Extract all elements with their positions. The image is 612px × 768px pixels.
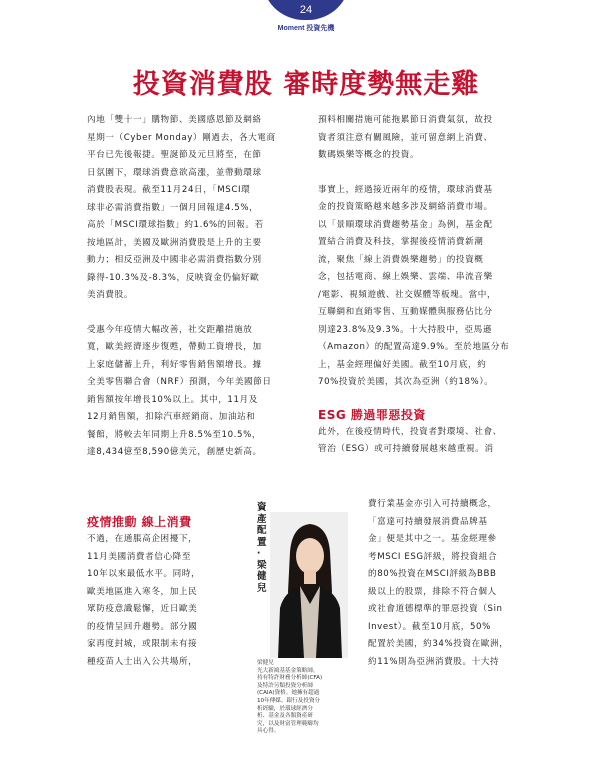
text-line: /電影、視頻遊戲、社交媒體等板塊。當中， xyxy=(318,289,497,300)
text-line: 事實上，經過接近兩年的疫情，環球消費基 xyxy=(318,184,493,195)
text-line: 眾防疫意識鬆懈，近日歐美 xyxy=(87,604,198,614)
text-line: 配置於美國，約34%投資在歐洲， xyxy=(368,639,509,649)
text-line: 析經驗，於環球經濟分 xyxy=(257,705,313,712)
text-line: 此外，在後疫情時代，投資者對環境、社會、 xyxy=(318,426,502,437)
right-column-bottom xyxy=(368,496,530,671)
text-line: 流，聚焦「線上消費娛樂趨勢」的投資概 xyxy=(318,254,484,265)
text-line: 上家庭儲蓄上升，利好零售銷售額增長。據 xyxy=(87,359,262,370)
text-line: 金的投資策略越來越多涉及網絡消費市場。 xyxy=(318,202,493,212)
paragraph-5 xyxy=(318,182,530,392)
text-line: 約11%則為亞洲消費股。十大持 xyxy=(368,656,500,667)
text-line: 消費股表現。截至11月24日，「MSCI環 xyxy=(87,185,251,195)
text-line: 按地區計，美國及歐洲消費股是上升的主要 xyxy=(87,237,262,248)
text-line: 別達23.8%及9.3%。十大持股中，亞馬遜 xyxy=(318,324,493,335)
text-line: 星期一（Cyber Monday）剛過去，各大電商 xyxy=(87,132,276,143)
right-column-top xyxy=(318,112,530,459)
text-line: 美消費股。 xyxy=(87,290,133,300)
text-line: 「富達可持續發展消費品牌基 xyxy=(368,516,488,527)
text-line: 管治（ESG）或可持續發展越來越重視。消 xyxy=(318,444,494,454)
text-line: 具心得。 xyxy=(257,728,280,735)
text-line: 內地「雙十一」購物節、美國感恩節及網絡 xyxy=(87,115,262,125)
text-line: 10年傳媒、銀行及投資分 xyxy=(257,697,321,704)
text-line: 念，包括電商、線上娛樂、雲端、串流音樂 xyxy=(318,272,493,282)
paragraph-3 xyxy=(87,531,247,671)
text-line: 70%投資於美國，其次為亞洲（約18%）。 xyxy=(318,377,494,387)
text-line: 資者須注意有關風險，並可留意網上消費、 xyxy=(318,132,493,143)
author-caption xyxy=(257,660,351,736)
article-headline: 投資消費股 審時度勢無走雞 xyxy=(132,69,480,100)
author-vertical-name: 資產配置 ‧ 梁健兒 xyxy=(257,502,267,594)
text-line: 高於「MSCI環球指數」約1.6%的回報。若 xyxy=(87,220,264,230)
text-line: 10年以來最低水平。同時， xyxy=(87,569,201,579)
text-line: 不過，在通脹高企困擾下， xyxy=(87,534,198,544)
paragraph-2 xyxy=(87,322,303,462)
section-label: Moment 投資先機 xyxy=(277,25,335,32)
text-line: 種疫苗人士出入公共場所， xyxy=(87,656,198,667)
text-line: 日氛圍下，環球消費意欲高漲，並帶動環球 xyxy=(87,167,262,178)
text-line: 達8,434億至8,590億美元，創歷史新高。 xyxy=(87,447,262,457)
text-line: 析、基金及各類資產研 xyxy=(257,713,313,720)
text-line: 受惠今年疫情大幅改善，社交距離措施放 xyxy=(87,324,253,335)
paragraph-1 xyxy=(87,112,303,305)
text-line: 級以上的股票，排除不符合個人 xyxy=(368,586,497,597)
page-number: 24 xyxy=(299,4,313,16)
text-line: （Amazon）的配置高達9.9%。至於地區分布 xyxy=(318,342,510,352)
text-line: 平台已先後報捷。聖誕節及元旦將至，在節 xyxy=(87,150,262,160)
text-line: 光大新鴻基基金策略師， xyxy=(257,667,319,674)
text-line: 梁健兒 xyxy=(257,660,274,666)
text-line: 銷售額按年增長10%以上。其中，11月及 xyxy=(87,394,258,405)
paragraph-7 xyxy=(368,496,530,671)
text-line: 的80%投資在MSCI評級為BBB xyxy=(368,569,497,579)
text-line: 及特許另類投資分析師 xyxy=(257,682,313,689)
text-line: 球非必需消費指數」一個月回報達4.5%， xyxy=(87,202,259,213)
text-line: 持有特許財務分析師(CFA) xyxy=(257,675,323,682)
text-line: 費行業基金亦引入可持續概念， xyxy=(368,499,497,509)
text-line: 11月美國消費者信心降至 xyxy=(87,551,192,562)
text-line: 置結合消費及科技，掌握後疫情消費新潮 xyxy=(318,237,484,247)
text-line: 上，基金經理偏好美國。截至10月底，約 xyxy=(318,359,487,370)
left-column-bottom xyxy=(87,513,247,671)
text-line: 家再度封城，或限制未有接 xyxy=(87,639,198,649)
text-line: 寬，歐美經濟逐步復甦，帶動工資增長，加 xyxy=(87,342,262,352)
text-line: 金」便是其中之一。基金經理參 xyxy=(368,534,497,544)
text-line: 數碼娛樂等概念的投資。 xyxy=(318,150,420,160)
paragraph-4 xyxy=(318,112,530,165)
section-title-esg: ESG 勝過罪惡投資 xyxy=(318,407,426,422)
text-line: Invest）。截至10月底，50% xyxy=(368,621,491,632)
text-line: 全美零售聯合會（NRF）預測，今年美國節日 xyxy=(87,377,272,387)
text-line: 動力；相反亞洲及中國非必需消費指數分別 xyxy=(87,255,262,265)
text-line: 的疫情呈回升趨勢。部分國 xyxy=(87,621,198,632)
author-photo xyxy=(270,512,348,658)
text-line: 12月銷售額，扣除汽車經銷商、加油站和 xyxy=(87,412,256,422)
section-title-online: 疫情推動 線上消費 xyxy=(87,515,192,529)
text-line: 或社會道德標準的罪惡投資（Sin xyxy=(368,604,503,614)
text-line: 互聯網和直銷零售、互動媒體與服務佔比分 xyxy=(318,307,493,317)
paragraph-6 xyxy=(318,424,530,459)
text-line: (CAIA)資格。她擁有超過 xyxy=(257,690,320,697)
author-portrait-image xyxy=(270,512,348,658)
left-column-top xyxy=(87,112,303,462)
text-line: 錄得-10.3%及-8.3%，反映資金仍偏好歐 xyxy=(87,272,260,283)
text-line: 餐館，將較去年同期上升8.5%至10.5%， xyxy=(87,429,262,440)
text-line: 歐美地區進入寒冬，加上民 xyxy=(87,586,198,597)
text-line: 預料相關措施可能拖累節日消費氣氛，故投 xyxy=(318,115,493,125)
text-line: 以「景順環球消費趨勢基金」為例，基金配 xyxy=(318,219,493,230)
text-line: 考MSCI ESG評級，將投資組合 xyxy=(368,551,498,562)
text-line: 究，以及財富管理範疇均 xyxy=(257,720,319,727)
